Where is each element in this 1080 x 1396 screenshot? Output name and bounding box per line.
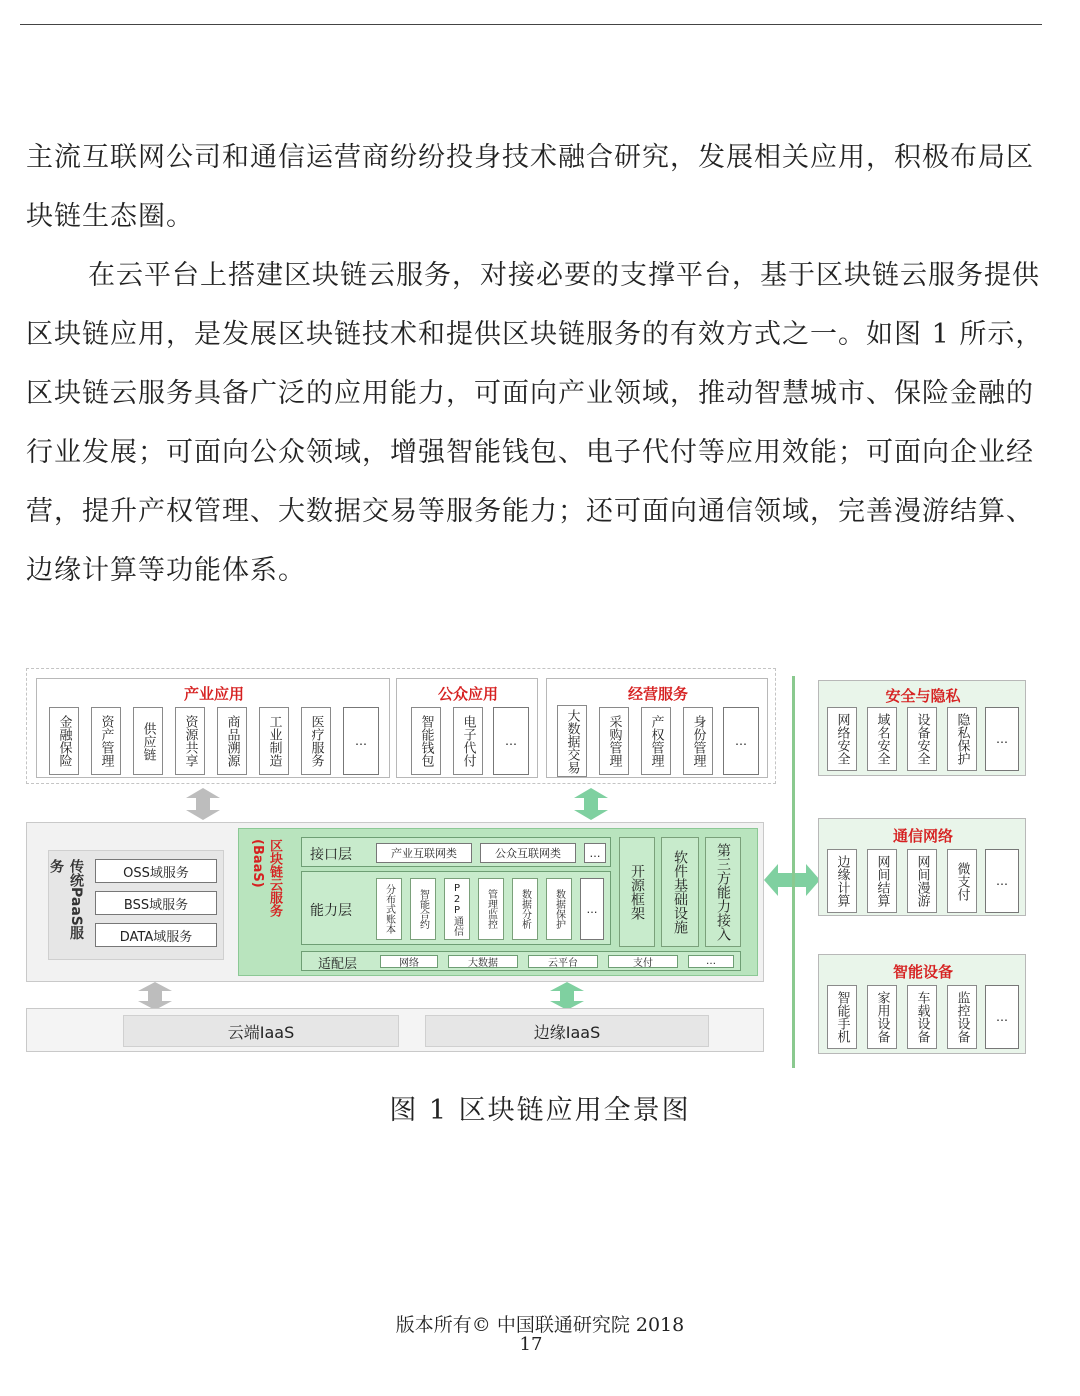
telecom-group: [818, 818, 1026, 916]
telecom-item: 网间结算: [867, 849, 897, 913]
side-column: 开源框架: [619, 837, 655, 947]
double-arrow-icon: [544, 982, 590, 1010]
business-item: 产权管理: [641, 707, 671, 775]
telecom-more: …: [985, 849, 1019, 913]
devices-more: …: [985, 985, 1019, 1049]
industry-item: 金融保险: [49, 707, 79, 775]
devices-title: 智能设备: [892, 963, 953, 981]
interface-item: 产业互联网类: [376, 843, 472, 863]
security-group: [818, 680, 1026, 776]
telecom-title: 通信网络: [892, 827, 953, 845]
industry-item: 工业制造: [259, 707, 289, 775]
telecom-item: 微支付: [947, 849, 977, 913]
business-item: 身份管理: [683, 707, 713, 775]
adapt-layer: [301, 951, 741, 971]
paas-title: 传统PaaS服务: [48, 859, 84, 940]
capability-item: 智能合约: [410, 878, 436, 940]
public-more: …: [493, 707, 529, 775]
public-item: 电子代付: [453, 707, 483, 775]
industry-item: 医疗服务: [301, 707, 331, 775]
public-item: 智能钱包: [411, 707, 441, 775]
header-rule: [20, 24, 1042, 25]
adapt-item: 大数据: [448, 955, 518, 968]
business-title: 经营服务: [627, 685, 688, 703]
security-more: …: [985, 707, 1019, 771]
telecom-item: 边缘计算: [827, 849, 857, 913]
page-number: 17: [519, 1334, 543, 1355]
industry-item: 商品溯源: [217, 707, 247, 775]
security-item: 隐私保护: [947, 707, 977, 771]
adapt-item: 网络: [380, 955, 438, 968]
industry-item: 资源共享: [175, 707, 205, 775]
paas-item: DATA域服务: [95, 923, 217, 947]
telecom-item: 网间漫游: [907, 849, 937, 913]
capability-more: …: [580, 878, 604, 940]
adapt-more: …: [688, 955, 734, 968]
cloud-iaas: 云端IaaS: [123, 1015, 399, 1047]
adapt-item: 支付: [608, 955, 678, 968]
paragraph-1: 主流互联网公司和通信运营商纷纷投身技术融合研究，发展相关应用，积极布局区块链生态圈。: [26, 142, 1034, 232]
devices-item: 监控设备: [947, 985, 977, 1049]
business-group: [546, 678, 768, 778]
capability-item: 分布式账本: [376, 878, 402, 940]
business-item: 采购管理: [599, 707, 629, 775]
public-title: 公众应用: [437, 685, 498, 703]
industry-title: 产业应用: [183, 685, 244, 703]
capability-layer-label: 能力层: [310, 903, 352, 919]
security-item: 网络安全: [827, 707, 857, 771]
adapt-item: 云平台: [528, 955, 598, 968]
public-group: [396, 678, 538, 778]
adapt-layer-label: 适配层: [318, 957, 358, 972]
interface-item: 公众互联网类: [480, 843, 576, 863]
industry-group: [36, 678, 390, 778]
devices-item: 智能手机: [827, 985, 857, 1049]
capability-layer: [301, 871, 611, 945]
security-title: 安全与隐私: [885, 687, 961, 705]
devices-group: [818, 954, 1026, 1054]
devices-item: 车载设备: [907, 985, 937, 1049]
industry-item: 资产管理: [91, 707, 121, 775]
double-arrow-icon: [180, 788, 226, 820]
divider-line: [792, 676, 795, 1068]
business-more: …: [723, 707, 759, 775]
double-arrow-icon: [132, 982, 178, 1010]
business-item: 大数据交易: [557, 705, 587, 777]
security-item: 域名安全: [867, 707, 897, 771]
figure-caption: 图 1 区块链应用全景图: [389, 1095, 691, 1126]
interface-more: …: [584, 843, 606, 863]
side-column: 软件基础设施: [661, 837, 699, 947]
double-arrow-icon: [568, 788, 614, 820]
paas-item: BSS域服务: [95, 891, 217, 915]
capability-item: 数据保护: [546, 878, 572, 940]
edge-iaas: 边缘IaaS: [425, 1015, 709, 1047]
capability-item: 管理监控: [478, 878, 504, 940]
paragraph-2: 在云平台上搭建区块链云服务，对接必要的支撑平台，基于区块链云服务提供区块链应用，是发展区块链技术和提供区块链服务的有效方式之一。如图 1 所示，区块链云服务具备广泛的应用能力，可面向产业领域，推动智慧城市、保险金融的行业发展；可面向公众领域，增强智能钱包、电子代付等应用效能；可面向企业经营，提升产权管理、大数据交易等服务能力；还可面向通信领域，完善漫游结算、边缘计算等功能体系。: [26, 260, 1044, 586]
interface-layer-label: 接口层: [310, 847, 352, 863]
iaas-area: [26, 1008, 764, 1052]
side-column: 第三方能力接入: [705, 837, 741, 947]
baas-title: 区块链云服务(BaaS): [250, 839, 282, 917]
blockchain-panorama-figure: [0, 660, 1080, 1080]
capability-item: P2P通信: [444, 878, 470, 940]
interface-layer: [301, 837, 611, 867]
footer-copyright: 版本所有© 中国联通研究院 2018: [395, 1314, 685, 1336]
capability-item: 数据分析: [512, 878, 538, 940]
security-item: 设备安全: [907, 707, 937, 771]
industry-item: 供应链: [133, 707, 163, 775]
paas-item: OSS域服务: [95, 859, 217, 883]
baas-panel: [238, 828, 758, 976]
industry-more: …: [343, 707, 379, 775]
devices-item: 家用设备: [867, 985, 897, 1049]
paas-group: [48, 850, 224, 960]
